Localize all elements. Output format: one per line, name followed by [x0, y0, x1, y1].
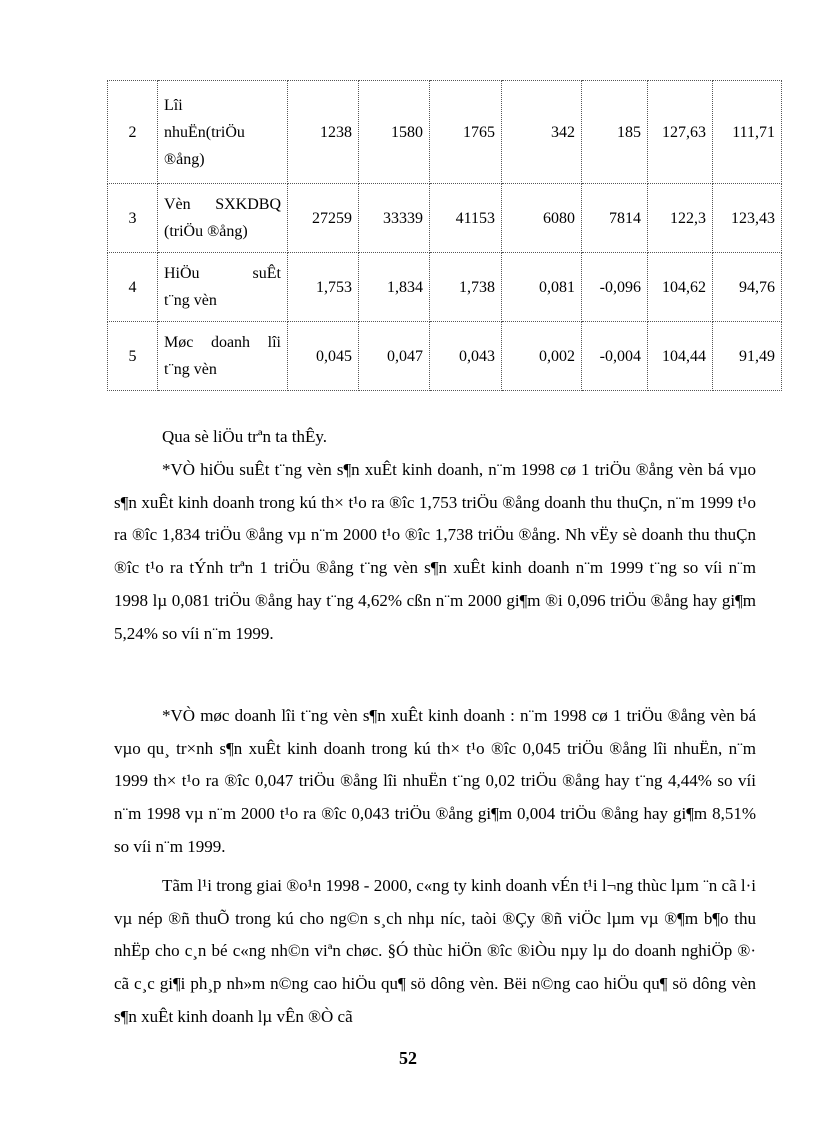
page-number: 52 [399, 1048, 417, 1068]
row-index: 5 [108, 322, 158, 391]
table-cell: 1580 [359, 81, 430, 184]
table-cell: -0,004 [582, 322, 648, 391]
paragraph-profit-rate: *VÒ møc doanh lîi t¨ng vèn s¶n xuÊt kinh doanh : n¨m 1998 cø 1 triÖu ®ång vèn bá vµo qu¸ tr×nh s¶n xuÊt kinh doanh trong kú th× t¹o ®îc 0,045 triÖu ®ång lîi nhuËn, n¨m 1999 th× t¹o ra ®îc 0,047 triÖu ®ång lîi nhuËn t¨ng 0,02 triÖu ®ång hay t¨ng 4,44% so víi n¨m 1998 vµ n¨m 2000 t¹o ra ®îc 0,043 triÖu ®ång gi¶m 0,004 triÖu ®ång hay gi¶m 8,51% so víi n¨m 1999. [114, 706, 756, 856]
table-cell: 41153 [430, 184, 502, 253]
table-cell: 0,047 [359, 322, 430, 391]
table-cell: 1,753 [288, 253, 359, 322]
table-cell: 127,63 [648, 81, 713, 184]
table-cell: 1,834 [359, 253, 430, 322]
table-row [108, 81, 782, 184]
paragraph-intro: Qua sè liÖu trªn ta thÊy. [162, 427, 328, 446]
table-cell: 1,738 [430, 253, 502, 322]
table-cell: 1238 [288, 81, 359, 184]
table-row [108, 184, 782, 253]
data-table [107, 80, 782, 391]
table-cell: 91,49 [713, 322, 782, 391]
table-cell: 94,76 [713, 253, 782, 322]
row-label: Møc doanh lîi t¨ng vèn [158, 322, 288, 391]
table-cell: 7814 [582, 184, 648, 253]
table-cell: 104,62 [648, 253, 713, 322]
row-label: Lîi nhuËn(triÖu ®ång) [158, 81, 288, 184]
table-cell: 104,44 [648, 322, 713, 391]
table-cell: 33339 [359, 184, 430, 253]
paragraph-capital-efficiency: *VÒ hiÖu suÊt t¨ng vèn s¶n xuÊt kinh doanh, n¨m 1998 cø 1 triÖu ®ång vèn bá vµo s¶n xuÊt kinh doanh trong kú th× t¹o ra ®îc 1,753 triÖu ®ång doanh thu thuÇn, n¨m 1999 t¹o ra ®îc 1,834 triÖu ®ång vµ n¨m 2000 t¹o ®îc 1,738 triÖu ®ång. Nh vËy sè doanh thu thuÇn ®îc t¹o ra tÝnh trªn 1 triÖu ®ång t¨ng vèn s¶n xuÊt kinh doanh n¨m 1999 t¨ng so víi n¨m 1998 lµ 0,081 triÖu ®ång hay t¨ng 4,62% cßn n¨m 2000 gi¶m ®i 0,096 triÖu ®ång hay gi¶m 5,24% so víi n¨m 1999. [114, 460, 756, 643]
table-cell: 342 [502, 81, 582, 184]
table-row [108, 253, 782, 322]
table-cell: 27259 [288, 184, 359, 253]
table-cell: 0,002 [502, 322, 582, 391]
row-index: 4 [108, 253, 158, 322]
paragraph-summary: Tãm l¹i trong giai ®o¹n 1998 - 2000, c«ng ty kinh doanh vÉn t¹i l¬ng thùc lµm ¨n cã l·i vµ nép ®ñ thuÕ trong kú cho ng©n s¸ch nhµ níc, taòi ®Çy ®ñ viÖc lµm vµ ®¶m b¶o thu nhËp cho c¸n bé c«ng nh©n viªn chøc. §Ó thùc hiÖn ®îc ®iÒu nµy lµ do doanh nghiÖp ®· cã c¸c gi¶i ph¸p nh»m n©ng cao hiÖu qu¶ sö dông vèn. Bëi n©ng cao hiÖu qu¶ sö dông vèn s¶n xuÊt kinh doanh lµ vÊn ®Ò cã [114, 876, 756, 1026]
table-cell: 111,71 [713, 81, 782, 184]
table-cell: 0,043 [430, 322, 502, 391]
table-row [108, 322, 782, 391]
row-index: 2 [108, 81, 158, 184]
row-index: 3 [108, 184, 158, 253]
table-cell: 0,045 [288, 322, 359, 391]
table-cell: 123,43 [713, 184, 782, 253]
table-cell: 1765 [430, 81, 502, 184]
row-label: Vèn SXKDBQ (triÖu ®ång) [158, 184, 288, 253]
table-cell: -0,096 [582, 253, 648, 322]
row-label: HiÖu suÊt t¨ng vèn [158, 253, 288, 322]
table-cell: 6080 [502, 184, 582, 253]
table-cell: 0,081 [502, 253, 582, 322]
table-cell: 122,3 [648, 184, 713, 253]
table-cell: 185 [582, 81, 648, 184]
